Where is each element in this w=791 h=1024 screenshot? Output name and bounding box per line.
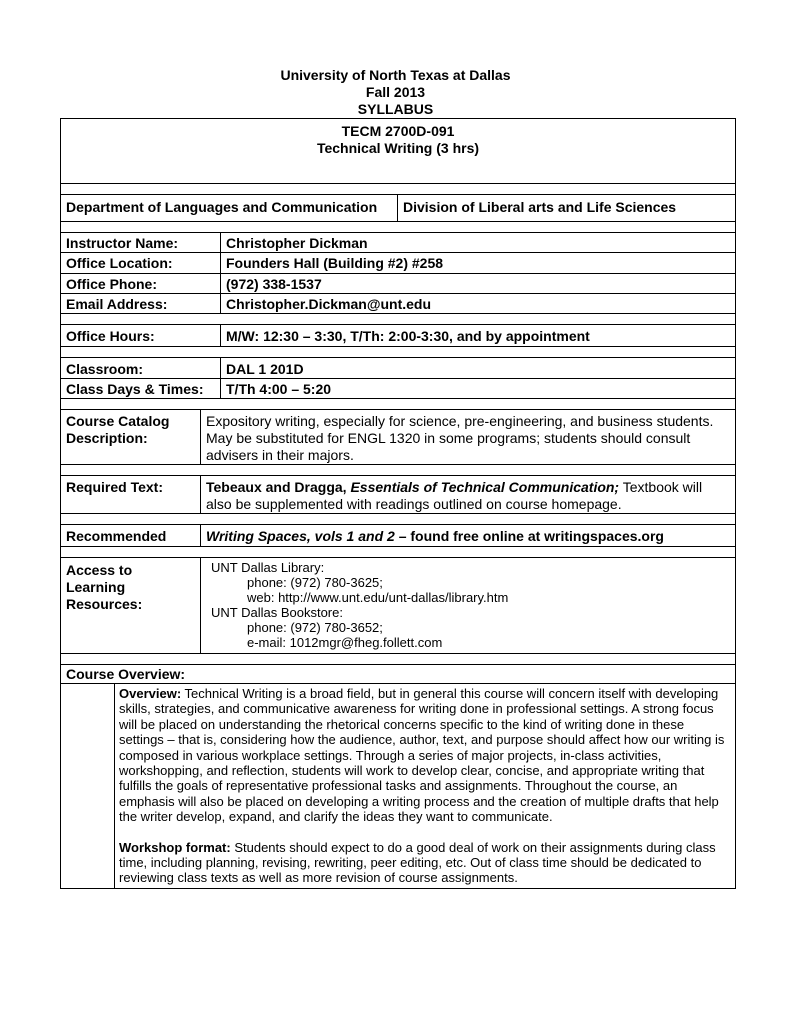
course-code: TECM 2700D-091 xyxy=(341,123,455,139)
office-hours: M/W: 12:30 – 3:30, T/Th: 2:00-3:30, and by appointment xyxy=(221,325,736,347)
overview-text: Technical Writing is a broad field, but in general this course will concern itself with developing skills, strategies, and communicative awareness for writing done in professional settings. A strong focus will be placed on understanding the rhetorical concerns specific to the kind of writing done in these settings – that is, considering how the audience, author, text, and purpose should affect how our writing is composed in various workplace settings. Through a series of major projects, in-class activities, workshopping, and reflection, students will work to develop clear, concise, and appropriate writing that fulfills the goals of representative professional tasks and assignments. Throughout the course, an emphasis will also be placed on developing a writing process and the creation of multiple drafts that help the writer develop, expand, and clarify the ideas they want to communicate. xyxy=(119,686,725,825)
library-heading: UNT Dallas Library: xyxy=(211,560,325,575)
title-row xyxy=(61,119,736,184)
bookstore-heading: UNT Dallas Bookstore: xyxy=(211,605,343,620)
course-overview-body xyxy=(115,684,736,889)
course-overview-row xyxy=(61,684,736,889)
library-phone: phone: (972) 780-3625; xyxy=(247,575,383,590)
workshop-text: Students should expect to do a good deal of work on their assignments during class time, including planning, revising, rewriting, peer editing, etc. Out of class time should be dedicated to reviewing class texts as well as more revision of course assignments. xyxy=(119,839,716,886)
office-location: Founders Hall (Building #2) #258 xyxy=(221,253,736,274)
class-times-row xyxy=(61,379,736,399)
term: Fall 2013 xyxy=(365,84,426,100)
required-book-title: Essentials of Technical Communication; xyxy=(350,479,620,495)
required-authors: Tebeaux and Dragga, xyxy=(206,479,351,495)
division: Division of Liberal arts and Life Sciences xyxy=(398,195,736,222)
access-resources xyxy=(201,558,736,654)
course-name: Technical Writing (3 hrs) xyxy=(316,140,480,156)
catalog-description: Expository writing, especially for science, pre-engineering, and business students. May be substituted for ENGL 1320 in some programs; students should consult advisers in their majors. xyxy=(201,410,736,465)
library-web: web: http://www.unt.edu/unt-dallas/library.htm xyxy=(247,590,509,605)
overview-label: Overview: xyxy=(119,686,182,701)
required-text-note: Textbook will also be supplemented with readings outlined on course homepage. xyxy=(206,479,703,512)
department: Department of Languages and Communication xyxy=(61,195,398,222)
required-text xyxy=(201,476,736,514)
catalog-label: Course Catalog Description: xyxy=(61,410,201,465)
department-row xyxy=(61,195,736,222)
instructor-name: Christopher Dickman xyxy=(221,233,736,253)
overview-paragraph xyxy=(119,686,731,825)
required-text-row xyxy=(61,476,736,514)
course-overview-heading: Course Overview: xyxy=(61,665,736,684)
office-hours-row xyxy=(61,325,736,347)
office-label: Office Location: xyxy=(61,253,221,274)
recommended-row xyxy=(61,525,736,547)
recommended-source: – found free online at writingspaces.org xyxy=(394,528,664,544)
classroom: DAL 1 201D xyxy=(221,358,736,379)
course-overview-heading-row xyxy=(61,665,736,684)
bookstore-email: e-mail: 1012mgr@fheg.follett.com xyxy=(247,635,443,650)
classroom-row xyxy=(61,358,736,379)
recommended-text xyxy=(201,525,736,547)
university-name: University of North Texas at Dallas xyxy=(280,67,511,83)
email-row xyxy=(61,294,736,314)
instructor-label: Instructor Name: xyxy=(61,233,221,253)
office-phone: (972) 338-1537 xyxy=(221,274,736,294)
access-label: Access to Learning Resources: xyxy=(61,558,201,654)
office-row xyxy=(61,253,736,274)
syllabus-table xyxy=(60,118,736,889)
phone-row xyxy=(61,274,736,294)
workshop-paragraph xyxy=(119,840,731,886)
phone-label: Office Phone: xyxy=(61,274,221,294)
instructor-row xyxy=(61,233,736,253)
class-times: T/Th 4:00 – 5:20 xyxy=(221,379,736,399)
document-type: SYLLABUS xyxy=(357,101,434,117)
class-times-label: Class Days & Times: xyxy=(61,379,221,399)
recommended-label: Recommended xyxy=(61,525,201,547)
recommended-book-title: Writing Spaces, vols 1 and 2 xyxy=(206,528,395,544)
access-row xyxy=(61,558,736,654)
email-label: Email Address: xyxy=(61,294,221,314)
classroom-label: Classroom: xyxy=(61,358,221,379)
email-address: Christopher.Dickman@unt.edu xyxy=(221,294,736,314)
catalog-row xyxy=(61,410,736,465)
required-text-label: Required Text: xyxy=(61,476,201,514)
office-hours-label: Office Hours: xyxy=(61,325,221,347)
workshop-label: Workshop format: xyxy=(119,839,231,855)
bookstore-phone: phone: (972) 780-3652; xyxy=(247,620,383,635)
